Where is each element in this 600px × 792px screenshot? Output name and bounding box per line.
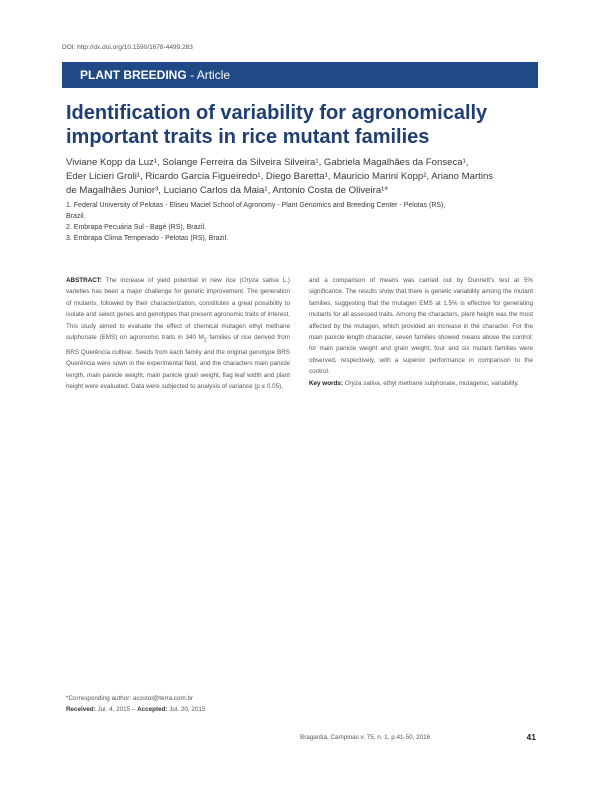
section-name: PLANT BREEDING: [80, 68, 187, 82]
article-type: Article: [196, 68, 231, 82]
author-line: de Magalhães Junior³, Luciano Carlos da Maia¹, Antonio Costa de Oliveira¹*: [66, 185, 389, 196]
received-date: Jul. 4, 2015 –: [95, 706, 138, 713]
corresponding-author: *Corresponding author: acostol@terra.com.br: [66, 695, 194, 702]
affiliation-item: 1. Federal University of Pelotas - Eliseu Maciel School of Agronomy - Plant Genomics and Breeding Center - Pelotas (RS),: [66, 202, 446, 209]
section-banner: [62, 62, 538, 88]
keywords-label: Key words:: [309, 379, 343, 387]
author-line: Viviane Kopp da Luz¹, Solange Ferreira da Silveira Silveira¹, Gabriela Magalhães da Fonseca¹,: [66, 157, 469, 168]
banner-separator: -: [186, 68, 197, 82]
accepted-label: Accepted:: [137, 706, 168, 713]
keywords: [309, 378, 533, 389]
species-name: Oryza sativa: [241, 277, 279, 284]
affiliation-item: 2. Embrapa Pecuária Sul - Bagé (RS), Brazil.: [66, 224, 207, 231]
doi-line: DOI: http://dx.doi.org/10.1590/1678-4499.283: [62, 44, 193, 51]
generation-subscript: 2: [203, 337, 207, 344]
received-label: Received:: [66, 706, 96, 713]
abstract-left-column: [66, 275, 290, 392]
abstract-label: ABSTRACT:: [66, 277, 103, 284]
paper-title: Identification of variability for agronomically important traits in rice mutant families: [66, 102, 488, 148]
keywords-text: , ethyl methane sulphonate, mutagenic, variability.: [379, 379, 519, 387]
author-line: Eder Licieri Groli¹, Ricardo Garcia Figueiredo¹, Diego Baretta¹, Mauricio Marini Kopp², Ariano Martins: [66, 171, 494, 182]
abstract-text: L.) varieties has been a major challenge for genetic improvement. The generation of mutants, followed by their characterization, constitutes a great possibility to isolate and select genes and genotypes that present agronomic traits of interest. This study aimed to evaluate the effect of chemical mutagen ethyl methane sulphonate (EMS) on agronomic traits in 340 M: [66, 277, 290, 342]
accepted-date: Jul. 20, 2015: [167, 706, 206, 713]
keyword-species: Oryza sativa: [344, 379, 380, 387]
dates: [66, 704, 205, 715]
page-number: 41: [526, 732, 536, 742]
abstract-text: The increase of yield potential in new rice (: [102, 277, 242, 284]
abstract-text: families of rice derived from BRS Querência cultivar. Seeds from each family and the original genotype BRS Querência were sown in the experimental field, and the characters main panicle length, main panicle weight, main panicle grain weight, flag leaf width and plant height were evaluated. Data were subjected to analysis of variance (p ≤ 0.05),: [66, 334, 290, 390]
affiliation-item: 3. Embrapa Clima Temperado - Pelotas (RS), Brazil.: [66, 235, 229, 242]
abstract-text: and a comparison of means was carried out by Dunnett's test at 5% significance. The results show that there is genetic variability among the mutant families, suggesting that the mutagen EMS at 1.5% is effective for generating mutants for all assessed traits. Among the characters, plant height was the most affected by the mutagen, which provided an increase in the character. For the main panicle length character, seven families showed means above the control; for main panicle weight and grain weight, four and six mutant families were observed, respectively, with a superior performance in comparison to the control.: [309, 277, 533, 376]
affiliations: [66, 200, 536, 244]
affiliation-item: Brazil.: [66, 213, 86, 220]
abstract-right-column: [309, 275, 533, 389]
author-list: [66, 156, 546, 198]
footnote: [66, 693, 205, 715]
journal-citation: Bragantia, Campinas v. 75, n. 1, p.41-50, 2016: [300, 734, 431, 741]
